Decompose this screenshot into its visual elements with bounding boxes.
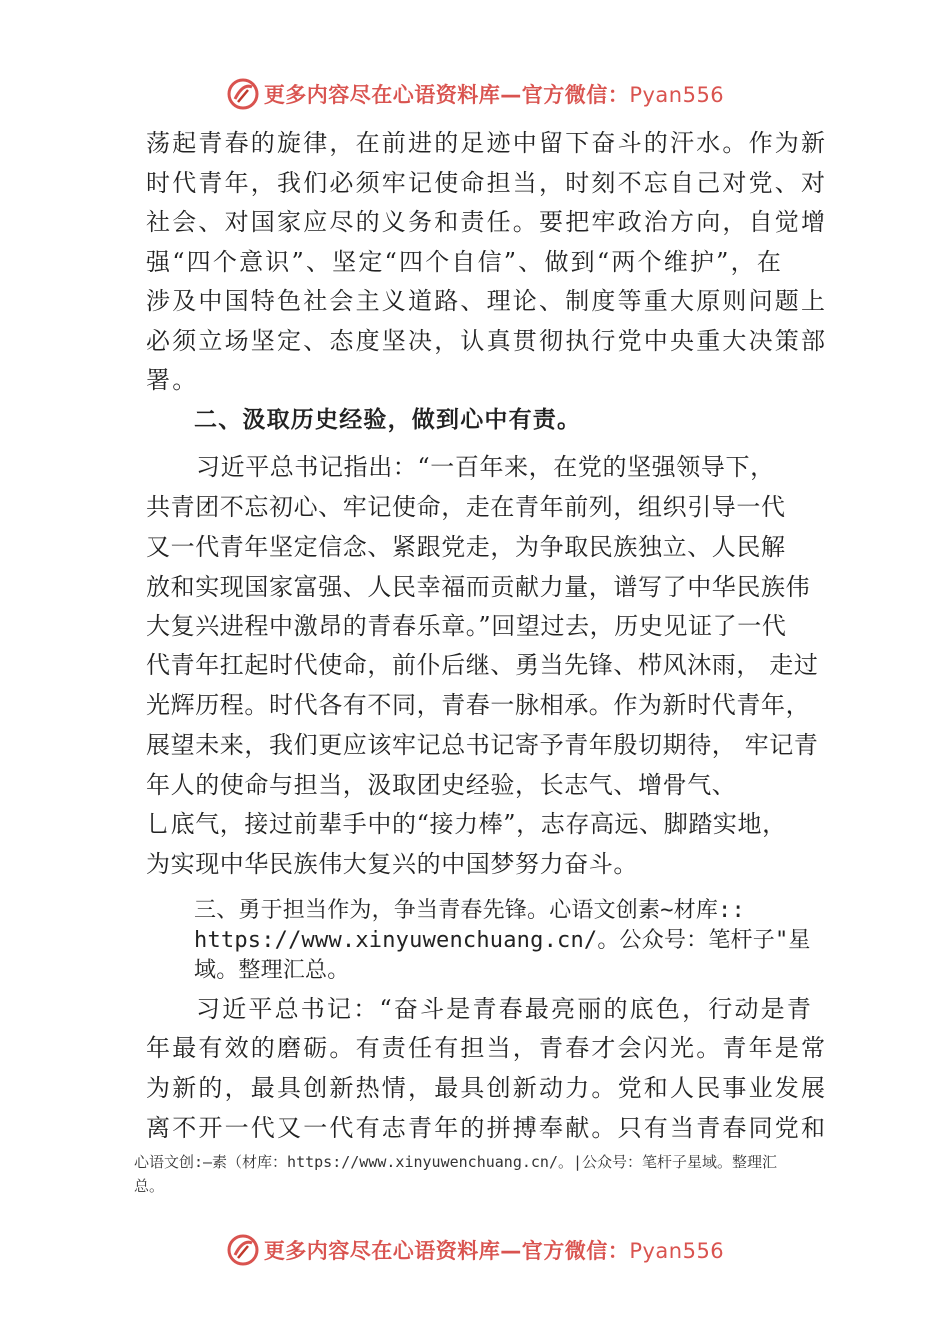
section-heading-cont: 域。整理汇总。 <box>194 958 350 983</box>
body-line: 代青年扛起时代使命，前仆后继、勇当先锋、栉风沐雨， 走过 <box>146 651 819 679</box>
header-banner <box>0 72 950 116</box>
body-line: 习近平总书记指出：“一百年来，在党的坚强领导下， <box>196 453 775 481</box>
banner-wechat-id: Pyan556 <box>629 83 725 107</box>
footnote-line: 总。 <box>134 1177 165 1195</box>
banner-text <box>264 79 724 109</box>
body-line: 展望未来，我们更应该牢记总书记寄予青年殷切期待， 牢记青 <box>146 731 819 759</box>
section-heading: 三、勇于担当作为，争当青春先锋。心语文创素~材库:: <box>194 898 745 923</box>
body-line: 共青团不忘初心、牢记使命，走在青年前列，组织引导一代 <box>146 493 786 521</box>
body-line: 光辉历程。时代各有不同，青春一脉相承。作为新时代青年， <box>146 691 811 719</box>
banner-text <box>264 1235 724 1265</box>
logo-icon <box>226 77 260 111</box>
logo-icon <box>226 1233 260 1267</box>
body-line: 乚底气，接过前辈手中的“接力棒”，志存高远、脚踏实地， <box>146 810 787 838</box>
section-heading: 二、汲取历史经验，做到心中有责。 <box>194 407 582 433</box>
body-line: 社会、对国家应尽的义务和责任。要把牢政治方向，自觉增 <box>146 208 828 236</box>
footnote-line: 心语文创:—素（材库：https://www.xinyuwenchuang.cn/。|公众号：笔杆子星域。整理汇 <box>134 1153 778 1171</box>
body-line: 为新的，最具创新热情，最具创新动力。党和人民事业发展 <box>146 1074 828 1102</box>
body-line: 年人的使命与担当，汲取团史经验，长志气、增骨气、 <box>146 771 737 799</box>
banner-label: 更多内容尽在心语资料库—官方微信： <box>263 83 630 107</box>
body-line: 习近平总书记：“奋斗是青春最亮丽的底色，行动是青 <box>196 995 814 1023</box>
body-line: 荡起青春的旋律，在前进的足迹中留下奋斗的汗水。作为新 <box>146 129 828 157</box>
body-line: 涉及中国特色社会主义道路、理论、制度等重大原则问题上 <box>146 287 828 315</box>
body-line: 放和实现国家富强、人民幸福而贡献力量，谱写了中华民族伟 <box>146 573 811 601</box>
section-heading-cont: https://www.xinyuwenchuang.cn/。公众号：笔杆子"星 <box>194 928 811 953</box>
banner-label: 更多内容尽在心语资料库—官方微信： <box>263 1239 630 1263</box>
body-line: 又一代青年坚定信念、紧跟党走，为争取民族独立、人民解 <box>146 533 786 561</box>
body-line: 署。 <box>146 366 199 394</box>
body-line: 离不开一代又一代有志青年的拼搏奉献。只有当青春同党和 <box>146 1114 828 1142</box>
body-line: 大复兴进程中激昂的青春乐章。”回望过去，历史见证了一代 <box>146 612 787 640</box>
footer-banner <box>0 1228 950 1272</box>
body-line: 必须立场坚定、态度坚决，认真贯彻执行党中央重大决策部 <box>146 327 828 355</box>
body-line: 时代青年，我们必须牢记使命担当，时刻不忘自己对党、对 <box>146 169 828 197</box>
body-line: 年最有效的磨砺。有责任有担当，青春才会闪光。青年是常 <box>146 1034 828 1062</box>
body-line: 强“四个意识”、坚定“四个自信”、做到“两个维护”，在 <box>146 248 784 276</box>
banner-wechat-id: Pyan556 <box>629 1239 725 1263</box>
body-line: 为实现中华民族伟大复兴的中国梦努力奋斗。 <box>146 850 638 878</box>
